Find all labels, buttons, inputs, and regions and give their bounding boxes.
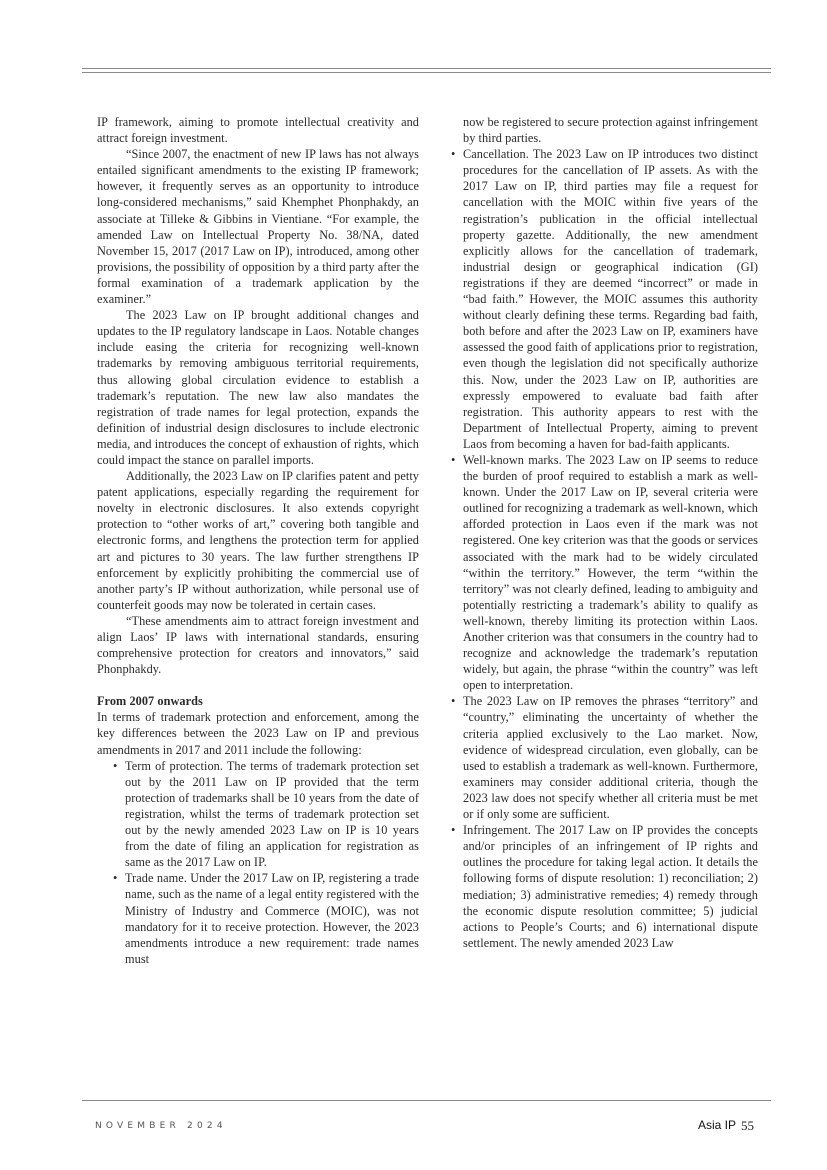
list-item: • Cancellation. The 2023 Law on IP introduces two distinct procedures for the cancellation of IP assets. As with the 2017 Law on IP, third parties may file a request for cancellation with the MOIC within five years of the registration’s publication in the official intellectual property gazette. Additionally, the new amendment explicitly allows for the cancellation of trademark, industrial design or geographical indication (GI) registrations if they are deemed “incorrect” or made in “bad faith.” However, the MOIC assumes this authority without clearly defining these terms. Regarding bad faith, both before and after the 2023 Law on IP, examiners have assessed the good faith of applications prior to registration, even though the legislation did not specifically authorize this. Now, under the 2023 Law on IP, authorities are expressly empowered to evaluate bad faith after registration. This authority appears to rest with the Department of Intellectual Property, aiming to prevent Laos from becoming a haven for bad-faith applicants. (451, 147, 758, 451)
header-rule-top (82, 68, 771, 69)
list-item: • Term of protection. The terms of trademark protection set out by the 2011 Law on IP provided that the term protection of trademarks shall be 10 years from the date of registration, whilst the terms of trademark protection set out by the newly amended 2023 Law on IP is 10 years from the date of filing an application for registration as same as the 2017 Law on IP. (113, 758, 419, 870)
paragraph: The 2023 Law on IP brought additional changes and updates to the IP regulatory landscape in Laos. Notable changes include easing the criteria for recognizing well-known trademarks by removing ambiguous territorial requirements, thus allowing global circulation evidence to establish a trademark’s reputation. The new law also mandates the registration of trade names for legal protection, expands the definition of industrial design disclosures to include electronic media, and introduces the concept of exhaustion of rights, which could impact the stance on parallel imports. (97, 308, 419, 467)
paragraph-quote: “These amendments aim to attract foreign investment and align Laos’ IP laws with international standards, ensuring comprehensive protection for creators and innovators,” said Phonphakdy. (97, 613, 419, 677)
paragraph: Additionally, the 2023 Law on IP clarifies patent and petty patent applications, especially regarding the requirement for novelty in electronic disclosures. It also extends copyright protection to “other works of art,” covering both tangible and electronic forms, and lengthens the protection term for applied art and pictures to 30 years. The law further strengthens IP enforcement by explicitly prohibiting the commercial use of another party’s IP without authorization, while personal use of counterfeit goods may now be tolerated in certain cases. (97, 469, 419, 612)
page-number: 55 (741, 1118, 754, 1133)
bullet-icon: • (451, 147, 456, 162)
paragraph: now be registered to secure protection against infringement by third parties. (463, 115, 758, 146)
issue-date: NOVEMBER 2024 (95, 1121, 227, 1131)
bullet-list (113, 758, 419, 967)
paragraph: IP framework, aiming to promote intellectual creativity and attract foreign investment. (97, 115, 419, 146)
list-item: • Trade name. Under the 2017 Law on IP, registering a trade name, such as the name of a legal entity registered with the Ministry of Industry and Commerce (MOIC), was not mandatory for it to receive protection. However, the 2023 amendments introduce a new requirement: trade names must (113, 871, 419, 966)
bullet-icon: • (451, 823, 456, 838)
section-heading: From 2007 onwards (97, 694, 203, 709)
paragraph-quote: “Since 2007, the enactment of new IP laws has not always entailed significant amendments to the existing IP framework; however, it frequently serves as an opportunity to introduce long-considered mechanisms,” said Khemphet Phonphakdy, an associate at Tilleke & Gibbins in Vientiane. “For example, the amended Law on Intellectual Property No. 38/NA, dated November 15, 2017 (2017 Law on IP), introduced, among other provisions, the possibility of opposition by a third party after the formal examination of a trademark application by the examiner.” (97, 147, 419, 307)
list-item: • Well-known marks. The 2023 Law on IP seems to reduce the burden of proof required to establish a mark as well-known. Under the 2017 Law on IP, several criteria were outlined for recognizing a trademark as well-known, which afforded protection in Laos even if the mark was not registered. One key criterion was that the goods or services associated with the mark had to be widely circulated “within the territory.” However, the term “within the territory” was not clearly defined, leading to ambiguity and potentially restricting a trademark’s ability to qualify as well-known, thereby limiting its protection within Laos. Another criterion was that consumers in the country had to recognize and acknowledge the trademark’s reputation widely, but again, the phrase “within the country” was left open to interpretation. (451, 452, 758, 693)
left-column (97, 114, 419, 967)
paragraph: In terms of trademark protection and enforcement, among the key differences between the 2023 Law on IP and previous amendments in 2017 and 2011 include the following: (97, 710, 419, 757)
right-column (451, 114, 758, 951)
bullet-icon: • (451, 452, 456, 467)
header-rule-bottom (82, 72, 771, 73)
bullet-icon: • (113, 871, 118, 886)
list-item: • Infringement. The 2017 Law on IP provides the concepts and/or principles of an infringement of IP rights and outlines the procedure for taking legal action. It details the following forms of dispute resolution: 1) reconciliation; 2) mediation; 3) administrative remedies; 4) remedy through the economic dispute resolution committee; 5) judicial actions to People’s Courts; and 6) international dispute settlement. The newly amended 2023 Law (451, 823, 758, 950)
bullet-list (451, 146, 758, 951)
list-item: • The 2023 Law on IP removes the phrases “territory” and “country,” eliminating the uncertainty of whether the criteria applied exclusively to the Lao market. Now, evidence of widespread circulation, even globally, can be used to establish a trademark as well-known. Furthermore, examiners may consider additional criteria, though the 2023 law does not specify whether all criteria must be met or if only some are sufficient. (451, 694, 758, 822)
bullet-icon: • (113, 758, 118, 773)
bullet-icon: • (451, 694, 456, 709)
footer-rule (82, 1100, 771, 1101)
publication-name: Asia IP (698, 1118, 737, 1132)
